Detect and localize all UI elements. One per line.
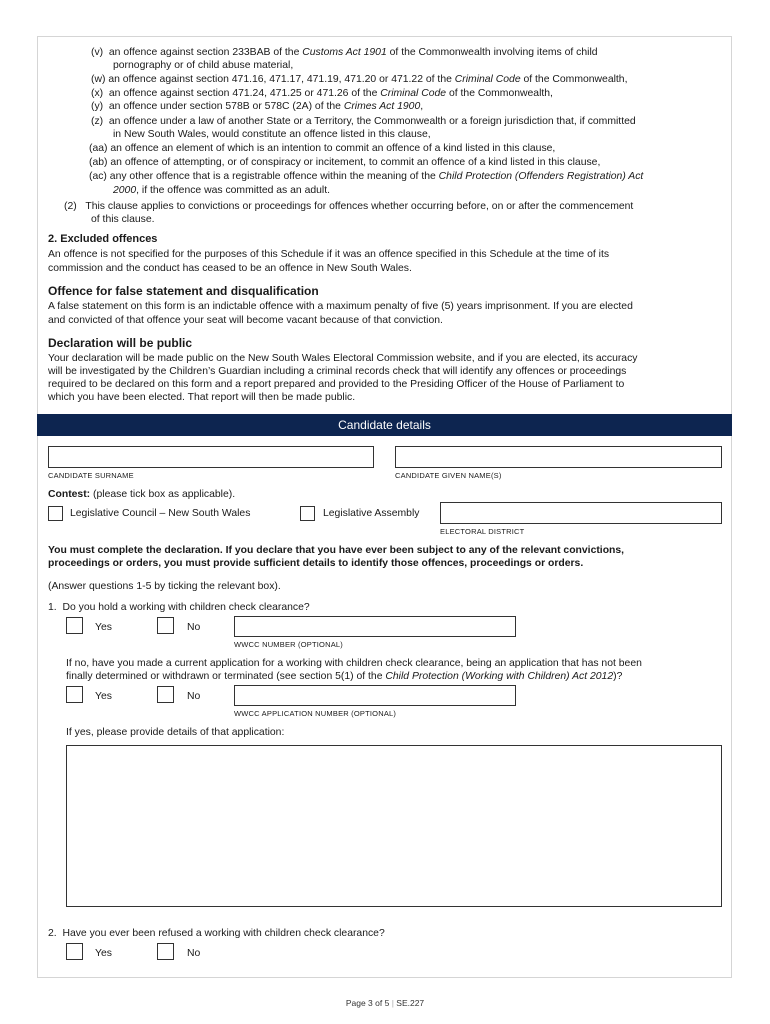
- public-line3: required to be declared on this form and a report prepared and provided to the Presiding Officer of the House of Parliament to: [48, 379, 625, 390]
- footer-separator: |: [391, 998, 394, 1008]
- public-line4: which you have been elected. That report will then be made public.: [48, 392, 356, 403]
- clause-ac-line2: 2000, if the offence was committed as an adult.: [113, 185, 330, 196]
- candidate-details-banner: Candidate details: [37, 414, 732, 436]
- q1-no-checkbox[interactable]: [157, 617, 174, 634]
- clause-z-line2: in New South Wales, would constitute an offence listed in this clause,: [113, 129, 431, 140]
- form-code: SE.227: [396, 998, 425, 1008]
- q1-yes-label: Yes: [95, 622, 112, 633]
- candidate-given-names-input[interactable]: [395, 446, 722, 468]
- q2-no-label: No: [187, 948, 201, 959]
- clause-2-line2: of this clause.: [91, 214, 155, 225]
- page-footer: [0, 998, 770, 1008]
- q1-application-yes-checkbox[interactable]: [66, 686, 83, 703]
- candidate-given-names-label: CANDIDATE GIVEN NAME(S): [395, 471, 502, 480]
- wwcc-number-input[interactable]: [234, 616, 516, 637]
- q2-yes-label: Yes: [95, 948, 112, 959]
- clause-v-line2: pornography or of child abuse material,: [113, 60, 294, 71]
- clause-2: (2) This clause applies to convictions or proceedings for offences whether occurring before, on or after the commencement: [64, 201, 634, 212]
- electoral-district-label: ELECTORAL DISTRICT: [440, 527, 525, 536]
- wwcc-application-number-label: WWCC APPLICATION NUMBER (OPTIONAL): [234, 709, 397, 718]
- wwcc-application-number-input[interactable]: [234, 685, 516, 706]
- clause-ac: (ac) any other offence that is a registrable offence within the meaning of the Child Protection (Offenders Registration) Act: [89, 171, 644, 182]
- q2-no-checkbox[interactable]: [157, 943, 174, 960]
- question-1: 1. Do you hold a working with children check clearance?: [48, 602, 310, 613]
- q1-no-label: No: [187, 622, 201, 633]
- question-2: 2. Have you ever been refused a working with children check clearance?: [48, 928, 385, 939]
- clause-y: (y) an offence under section 578B or 578C (2A) of the Crimes Act 1900,: [91, 101, 424, 112]
- excluded-heading: 2. Excluded offences: [48, 233, 158, 245]
- contest-label: Contest: (please tick box as applicable).: [48, 489, 236, 500]
- q1-application-yes-label: Yes: [95, 691, 112, 702]
- declaration-bold-line1: You must complete the declaration. If you declare that you have ever been subject to any of the relevant convictions,: [48, 545, 625, 556]
- candidate-surname-label: CANDIDATE SURNAME: [48, 471, 134, 480]
- legislative-assembly-checkbox[interactable]: [300, 506, 315, 521]
- application-details-textarea[interactable]: [66, 745, 722, 907]
- q1-application-no-checkbox[interactable]: [157, 686, 174, 703]
- public-heading: Declaration will be public: [48, 336, 193, 350]
- legislative-council-label: Legislative Council – New South Wales: [70, 508, 251, 519]
- false-statement-line1: A false statement on this form is an indictable offence with a maximum penalty of five (5) years imprisonment. If you are elected: [48, 301, 633, 312]
- legislative-council-checkbox[interactable]: [48, 506, 63, 521]
- q1-if-yes-label: If yes, please provide details of that application:: [66, 727, 285, 738]
- electoral-district-input[interactable]: [440, 502, 722, 524]
- clause-v: (v) an offence against section 233BAB of the Customs Act 1901 of the Commonwealth involving items of child: [91, 47, 598, 58]
- public-line2: will be investigated by the Children’s Guardian including a criminal records check that will identify any offences or proceedings: [48, 366, 627, 377]
- q1-if-no-line2: finally determined or withdrawn or terminated (see section 5(1) of the Child Protection (Working with Children) Act 2012)?: [66, 671, 623, 682]
- false-statement-heading: Offence for false statement and disqualification: [48, 284, 319, 298]
- clause-aa: (aa) an offence an element of which is an intention to commit an offence of a kind listed in this clause,: [89, 143, 556, 154]
- excluded-line2: commission and the conduct has ceased to be an offence in New South Wales.: [48, 263, 412, 274]
- clause-x: (x) an offence against section 471.24, 471.25 or 471.26 of the Criminal Code of the Commonwealth,: [91, 88, 553, 99]
- q1-application-no-label: No: [187, 691, 201, 702]
- declaration-bold-line2: proceedings or orders, you must provide sufficient details to identify those offences, proceedings or orders.: [48, 558, 584, 569]
- clause-z: (z) an offence under a law of another State or a Territory, the Commonwealth or a foreign jurisdiction that, if committed: [91, 116, 636, 127]
- false-statement-line2: and convicted of that offence your seat will become vacant because of that conviction.: [48, 315, 443, 326]
- wwcc-number-label: WWCC NUMBER (OPTIONAL): [234, 640, 343, 649]
- q2-yes-checkbox[interactable]: [66, 943, 83, 960]
- clause-ab: (ab) an offence of attempting, or of conspiracy or incitement, to commit an offence of a kind listed in this clause,: [89, 157, 601, 168]
- public-line1: Your declaration will be made public on the New South Wales Electoral Commission website, and if you are elected, its accuracy: [48, 353, 638, 364]
- q1-yes-checkbox[interactable]: [66, 617, 83, 634]
- declaration-instruction: (Answer questions 1-5 by ticking the relevant box).: [48, 581, 281, 592]
- q1-if-no-line1: If no, have you made a current application for a working with children check clearance, being an application that has not been: [66, 658, 642, 669]
- clause-w: (w) an offence against section 471.16, 471.17, 471.19, 471.20 or 471.22 of the Criminal Code of the Commonwealth,: [91, 74, 628, 85]
- candidate-surname-input[interactable]: [48, 446, 374, 468]
- page-number: Page 3 of 5: [345, 998, 390, 1008]
- excluded-line1: An offence is not specified for the purposes of this Schedule if it was an offence specified in this Schedule at the time of its: [48, 249, 610, 260]
- legislative-assembly-label: Legislative Assembly: [323, 508, 420, 519]
